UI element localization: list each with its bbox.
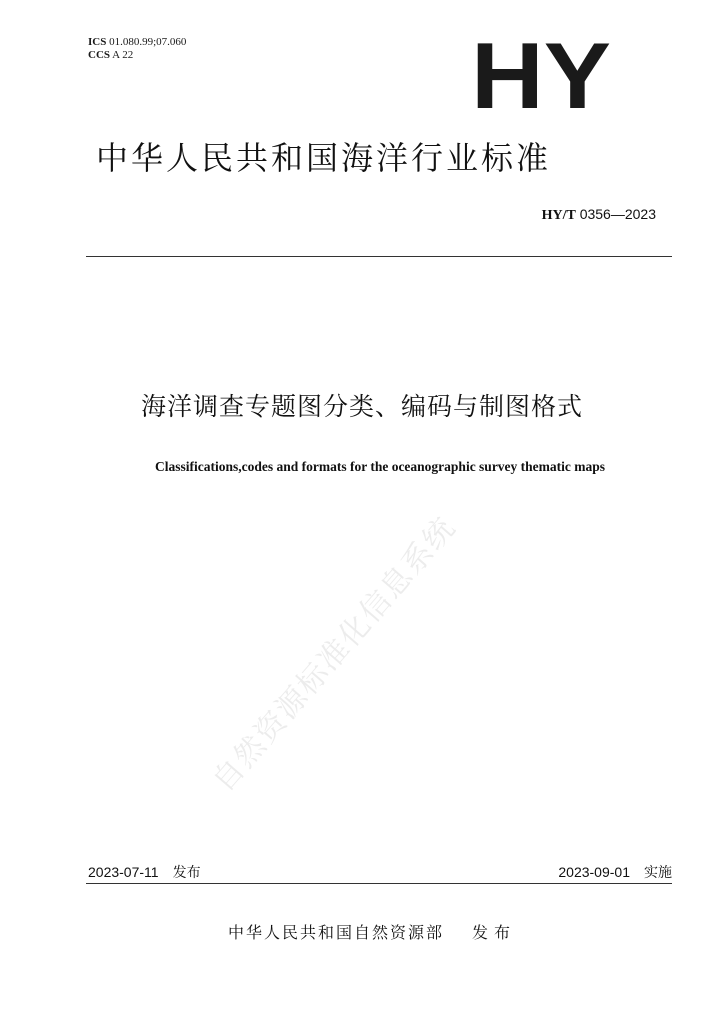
publisher-line — [228, 920, 516, 943]
effective-label: 实施 — [644, 864, 672, 880]
standard-code: 0356—2023 — [579, 206, 656, 222]
standard-number — [542, 206, 656, 224]
hy-logo — [470, 40, 612, 112]
org-title: 中华人民共和国海洋行业标准 — [96, 139, 552, 177]
issue-label: 发布 — [172, 864, 201, 880]
publisher-name: 中华人民共和国自然资源部 — [228, 923, 445, 942]
issue-date: 2023-07-11 — [88, 864, 159, 880]
ics-value: 01.080.99;07.060 — [109, 36, 187, 48]
document-title-cn: 海洋调查专题图分类、编码与制图格式 — [140, 392, 583, 421]
header-divider — [86, 256, 672, 257]
footer-divider — [86, 883, 672, 884]
ccs-line — [88, 49, 186, 62]
logo-text: HY — [471, 40, 611, 112]
standard-prefix: HY/T — [541, 208, 576, 223]
ccs-key: CCS — [88, 49, 111, 61]
ics-key: ICS — [88, 36, 107, 48]
effective-date-block — [558, 862, 672, 882]
classification-codes — [88, 36, 186, 62]
document-title-en: Classifications,codes and formats for the oceanographic survey thematic maps — [154, 459, 606, 474]
effective-date: 2023-09-01 — [558, 864, 630, 880]
publisher-action: 发布 — [472, 923, 517, 942]
ics-line — [88, 36, 186, 49]
watermark: 自然资源标准化信息系统 — [205, 509, 464, 799]
issue-date-block — [88, 862, 201, 882]
ccs-value: A 22 — [112, 49, 134, 61]
